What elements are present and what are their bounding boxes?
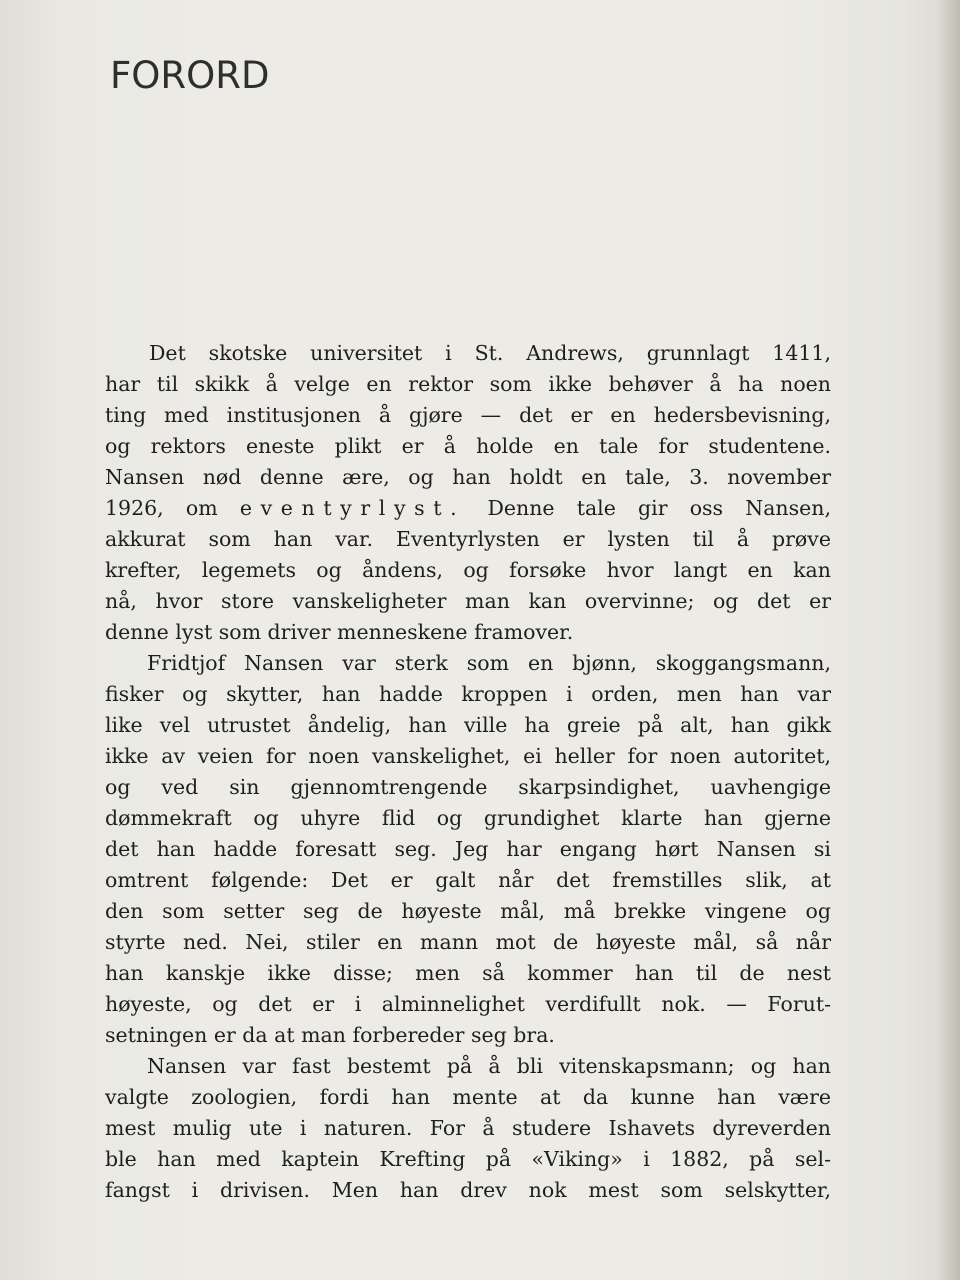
text-line: setningen er da at man forbereder seg bra. (105, 1023, 555, 1047)
text-line: har til skikk å velge en rektor som ikke behøver å ha noen (105, 372, 831, 396)
text-segment: 1926, om (105, 496, 218, 520)
text-line: han kanskje ikke disse; men så kommer han til de nest (105, 961, 831, 985)
text-line: omtrent følgende: Det er galt når det fremstilles slik, at (105, 868, 831, 892)
text-line: fisker og skytter, han hadde kroppen i orden, men han var (105, 682, 831, 706)
text-line: mest mulig ute i naturen. For å studere Ishavets dyreverden (105, 1116, 831, 1140)
text-line: like vel utrustet åndelig, han ville ha greie på alt, han gikk (105, 713, 831, 737)
text-line: dømmekraft og uhyre flid og grundighet klarte han gjerne (105, 806, 831, 830)
paragraph-3 (105, 1051, 831, 1206)
text-line: Det skotske universitet i St. Andrews, grunnlagt 1411, (149, 341, 831, 365)
text-line: og ved sin gjennomtrengende skarpsindighet, uavhengige (105, 775, 831, 799)
text-line: krefter, legemets og åndens, og forsøke hvor langt en kan (105, 558, 831, 582)
text-line: høyeste, og det er i alminnelighet verdifullt nok. — Forut- (105, 992, 831, 1016)
paragraph-2 (105, 648, 831, 1051)
text-line: valgte zoologien, fordi han mente at da kunne han være (105, 1085, 831, 1109)
text-line: ting med institusjonen å gjøre — det er en hedersbevisning, (105, 403, 831, 427)
paragraph-1 (105, 338, 831, 648)
text-line: akkurat som han var. Eventyrlysten er lysten til å prøve (105, 527, 831, 551)
text-line: Nansen nød denne ære, og han holdt en tale, 3. november (105, 465, 831, 489)
text-line: det han hadde foresatt seg. Jeg har engang hørt Nansen si (105, 837, 831, 861)
text-line: og rektors eneste plikt er å holde en tale for studentene. (105, 434, 831, 458)
spaced-emphasis-word: eventyrlyst. (239, 496, 466, 520)
text-line: den som setter seg de høyeste mål, må brekke vingene og (105, 899, 831, 923)
chapter-heading: FORORD (110, 54, 270, 97)
text-line: fangst i drivisen. Men han drev nok mest som selskytter, (105, 1178, 831, 1202)
text-line: nå, hvor store vanskeligheter man kan overvinne; og det er (105, 589, 831, 613)
text-line: styrte ned. Nei, stiler en mann mot de høyeste mål, så når (105, 930, 831, 954)
text-line: denne lyst som driver menneskene framover. (105, 620, 574, 644)
text-line: Nansen var fast bestemt på å bli vitenskapsmann; og han (147, 1054, 831, 1078)
text-line: Fridtjof Nansen var sterk som en bjønn, skoggangsmann, (147, 651, 831, 675)
text-line: ble han med kaptein Krefting på «Viking» i 1882, på sel- (105, 1147, 831, 1171)
body-text (105, 338, 831, 1206)
text-line: ikke av veien for noen vanskelighet, ei heller for noen autoritet, (105, 744, 831, 768)
text-line-with-spaced-word (105, 493, 831, 524)
text-segment: Denne tale gir oss Nansen, (487, 496, 831, 520)
